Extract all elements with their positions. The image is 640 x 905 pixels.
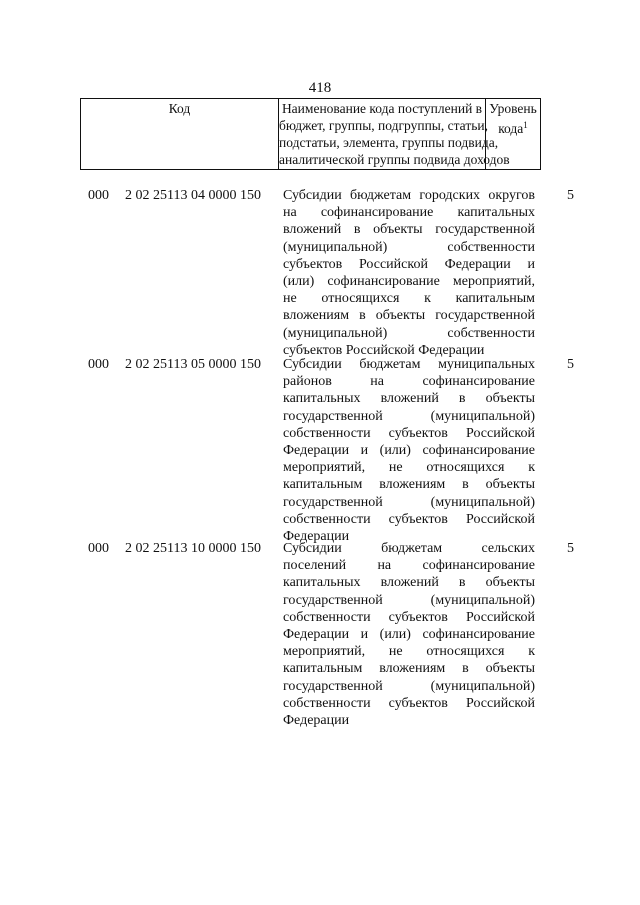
- row-description: [283, 540, 535, 729]
- description-line: (муниципальной) собственности: [283, 239, 535, 255]
- description-line: капитальных вложений в объекты: [283, 575, 535, 591]
- description-line: районов на софинансирование: [283, 374, 535, 390]
- description-line: собственности субъектов Российской: [283, 609, 535, 625]
- header-level-label-2: [486, 117, 540, 137]
- level-value: 5: [567, 188, 574, 203]
- header-level-code-word: кода: [498, 121, 524, 136]
- description-line: субъектов Российской Федерации: [283, 342, 485, 358]
- budget-code: 2 02 25113 10 0000 150: [125, 541, 261, 556]
- header-name-column: [279, 99, 510, 169]
- description-line: поселений на софинансирование: [283, 558, 535, 574]
- header-name-line: бюджет, группы, подгруппы, статьи,: [279, 118, 488, 133]
- description-line: Федерации: [283, 528, 350, 544]
- description-line: не относящихся к капитальным: [283, 291, 535, 307]
- description-line: Субсидии бюджетам муниципальных: [283, 357, 535, 372]
- description-line: Субсидии бюджетам сельских: [283, 541, 535, 556]
- description-line: Субсидии бюджетам городских округов: [283, 188, 535, 203]
- page-number: 418: [308, 80, 332, 96]
- footnote-marker: 1: [523, 120, 528, 130]
- description-line: субъектов Российской Федерации и: [283, 256, 535, 272]
- description-line: собственности субъектов Российской: [283, 425, 535, 441]
- description-line: вложениям в объекты государственной: [283, 308, 535, 324]
- budget-code: 2 02 25113 04 0000 150: [125, 188, 261, 203]
- description-line: мероприятий, не относящихся к: [283, 460, 535, 476]
- description-line: мероприятий, не относящихся к: [283, 644, 535, 660]
- header-level-label: Уровень: [489, 101, 537, 116]
- header-level-column: [486, 99, 540, 169]
- description-line: собственности субъектов Российской: [283, 511, 535, 527]
- description-line: государственной (муниципальной): [283, 592, 535, 608]
- header-name-line: подстатьи, элемента, группы подвида,: [279, 135, 499, 150]
- description-line: вложений в объекты государственной: [283, 222, 535, 238]
- admin-code: 000: [88, 357, 109, 372]
- description-line: капитальным вложениям в объекты: [283, 477, 535, 493]
- description-line: капитальных вложений в объекты: [283, 391, 535, 407]
- admin-code: 000: [88, 541, 109, 556]
- description-line: (муниципальной) собственности: [283, 325, 535, 341]
- header-name-line: аналитической группы подвида доходов: [279, 152, 510, 167]
- description-line: на софинансирование капитальных: [283, 205, 535, 221]
- header-code-label: Код: [168, 101, 191, 116]
- description-line: государственной (муниципальной): [283, 408, 535, 424]
- description-line: Федерации: [283, 712, 350, 728]
- row-description: [283, 356, 535, 545]
- description-line: (или) софинансирование мероприятий,: [283, 273, 535, 289]
- budget-code: 2 02 25113 05 0000 150: [125, 357, 261, 372]
- admin-code: 000: [88, 188, 109, 203]
- description-line: собственности субъектов Российской: [283, 695, 535, 711]
- header-name-line: Наименование кода поступлений в: [281, 101, 483, 116]
- table-header: [80, 98, 541, 170]
- description-line: капитальным вложениям в объекты: [283, 661, 535, 677]
- level-value: 5: [567, 357, 574, 372]
- description-line: Федерации и (или) софинансирование: [283, 442, 535, 458]
- description-line: Федерации и (или) софинансирование: [283, 626, 535, 642]
- header-code-column: [81, 99, 279, 169]
- level-value: 5: [567, 541, 574, 556]
- description-line: государственной (муниципальной): [283, 494, 535, 510]
- description-line: государственной (муниципальной): [283, 678, 535, 694]
- row-description: [283, 187, 535, 359]
